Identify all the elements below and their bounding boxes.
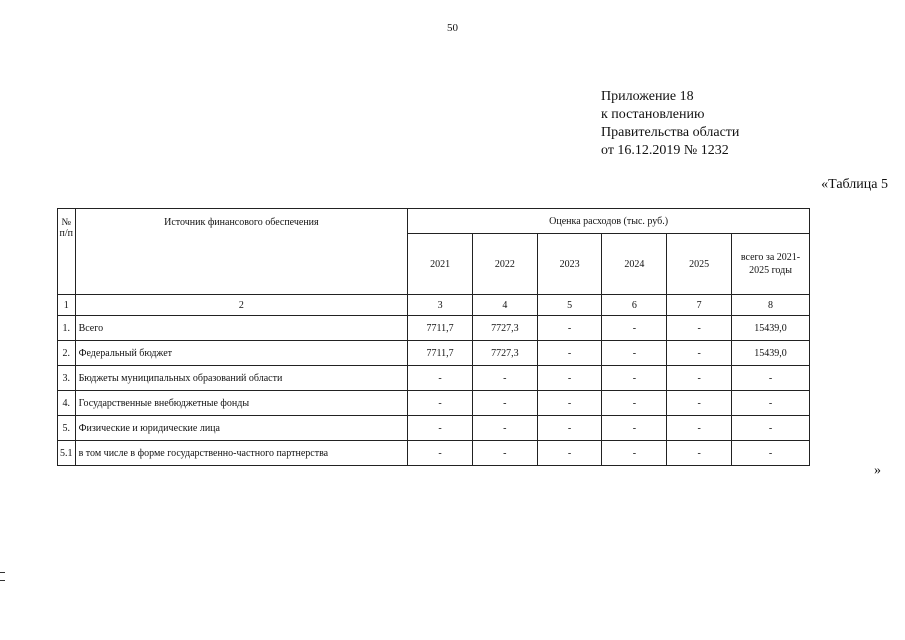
row-number: 1. — [58, 316, 76, 341]
row-value: - — [667, 416, 732, 441]
appendix-header — [601, 88, 739, 160]
row-source: Физические и юридические лица — [75, 416, 408, 441]
row-number: 2. — [58, 341, 76, 366]
row-number: 5.1 — [58, 441, 76, 466]
margin-mark — [0, 580, 5, 581]
row-value: - — [732, 391, 810, 416]
year-header: 2024 — [602, 234, 667, 295]
row-value: 15439,0 — [732, 341, 810, 366]
row-value: - — [537, 416, 602, 441]
row-value: - — [667, 341, 732, 366]
row-value: - — [602, 341, 667, 366]
row-source: Всего — [75, 316, 408, 341]
row-number: 5. — [58, 416, 76, 441]
row-value: - — [408, 391, 473, 416]
column-header-source: Источник финансового обеспечения — [75, 209, 408, 295]
index-cell: 7 — [667, 295, 732, 316]
appendix-line-3: Правительства области — [601, 125, 740, 140]
row-value: - — [408, 416, 473, 441]
index-cell: 6 — [602, 295, 667, 316]
index-cell: 4 — [472, 295, 537, 316]
table-label: «Таблица 5 — [821, 177, 888, 192]
row-value: - — [537, 316, 602, 341]
column-header-number: № п/п — [58, 209, 76, 295]
total-header: всего за 2021-2025 годы — [732, 234, 810, 295]
row-value: - — [472, 416, 537, 441]
row-value: 7727,3 — [472, 341, 537, 366]
year-header: 2021 — [408, 234, 473, 295]
row-value: - — [537, 366, 602, 391]
row-value: - — [408, 441, 473, 466]
row-value: - — [667, 391, 732, 416]
table-row — [58, 341, 810, 366]
row-value: - — [667, 441, 732, 466]
row-value: - — [472, 391, 537, 416]
table-row — [58, 366, 810, 391]
row-value: - — [667, 316, 732, 341]
year-header: 2023 — [537, 234, 602, 295]
index-cell: 3 — [408, 295, 473, 316]
row-source: Государственные внебюджетные фонды — [75, 391, 408, 416]
row-value: - — [602, 391, 667, 416]
row-value: - — [732, 416, 810, 441]
index-row — [58, 295, 810, 316]
year-header: 2025 — [667, 234, 732, 295]
row-value: 7727,3 — [472, 316, 537, 341]
row-source: Федеральный бюджет — [75, 341, 408, 366]
row-value: - — [602, 416, 667, 441]
row-value: 7711,7 — [408, 316, 473, 341]
row-source: в том числе в форме государственно-частного партнерства — [75, 441, 408, 466]
row-value: - — [408, 366, 473, 391]
row-value: - — [537, 391, 602, 416]
row-number: 3. — [58, 366, 76, 391]
row-value: - — [602, 366, 667, 391]
financing-table — [57, 208, 810, 466]
row-value: - — [537, 441, 602, 466]
row-value: - — [537, 341, 602, 366]
row-value: - — [732, 366, 810, 391]
index-cell: 5 — [537, 295, 602, 316]
appendix-line-2: к постановлению — [601, 107, 705, 122]
table-row — [58, 391, 810, 416]
row-value: - — [732, 441, 810, 466]
appendix-line-1: Приложение 18 — [601, 89, 694, 104]
year-header: 2022 — [472, 234, 537, 295]
row-value: 7711,7 — [408, 341, 473, 366]
row-value: - — [602, 441, 667, 466]
index-cell: 8 — [732, 295, 810, 316]
table-row — [58, 316, 810, 341]
page-number: 50 — [447, 22, 458, 34]
row-value: - — [472, 441, 537, 466]
row-value: - — [602, 316, 667, 341]
row-value: 15439,0 — [732, 316, 810, 341]
appendix-line-4: от 16.12.2019 № 1232 — [601, 143, 729, 158]
index-cell: 2 — [75, 295, 408, 316]
row-value: - — [667, 366, 732, 391]
row-source: Бюджеты муниципальных образований области — [75, 366, 408, 391]
index-cell: 1 — [58, 295, 76, 316]
row-number: 4. — [58, 391, 76, 416]
margin-mark — [0, 572, 5, 573]
column-header-estimate: Оценка расходов (тыс. руб.) — [408, 209, 810, 234]
table-row — [58, 441, 810, 466]
table-row — [58, 416, 810, 441]
closing-quote: » — [874, 463, 881, 478]
row-value: - — [472, 366, 537, 391]
